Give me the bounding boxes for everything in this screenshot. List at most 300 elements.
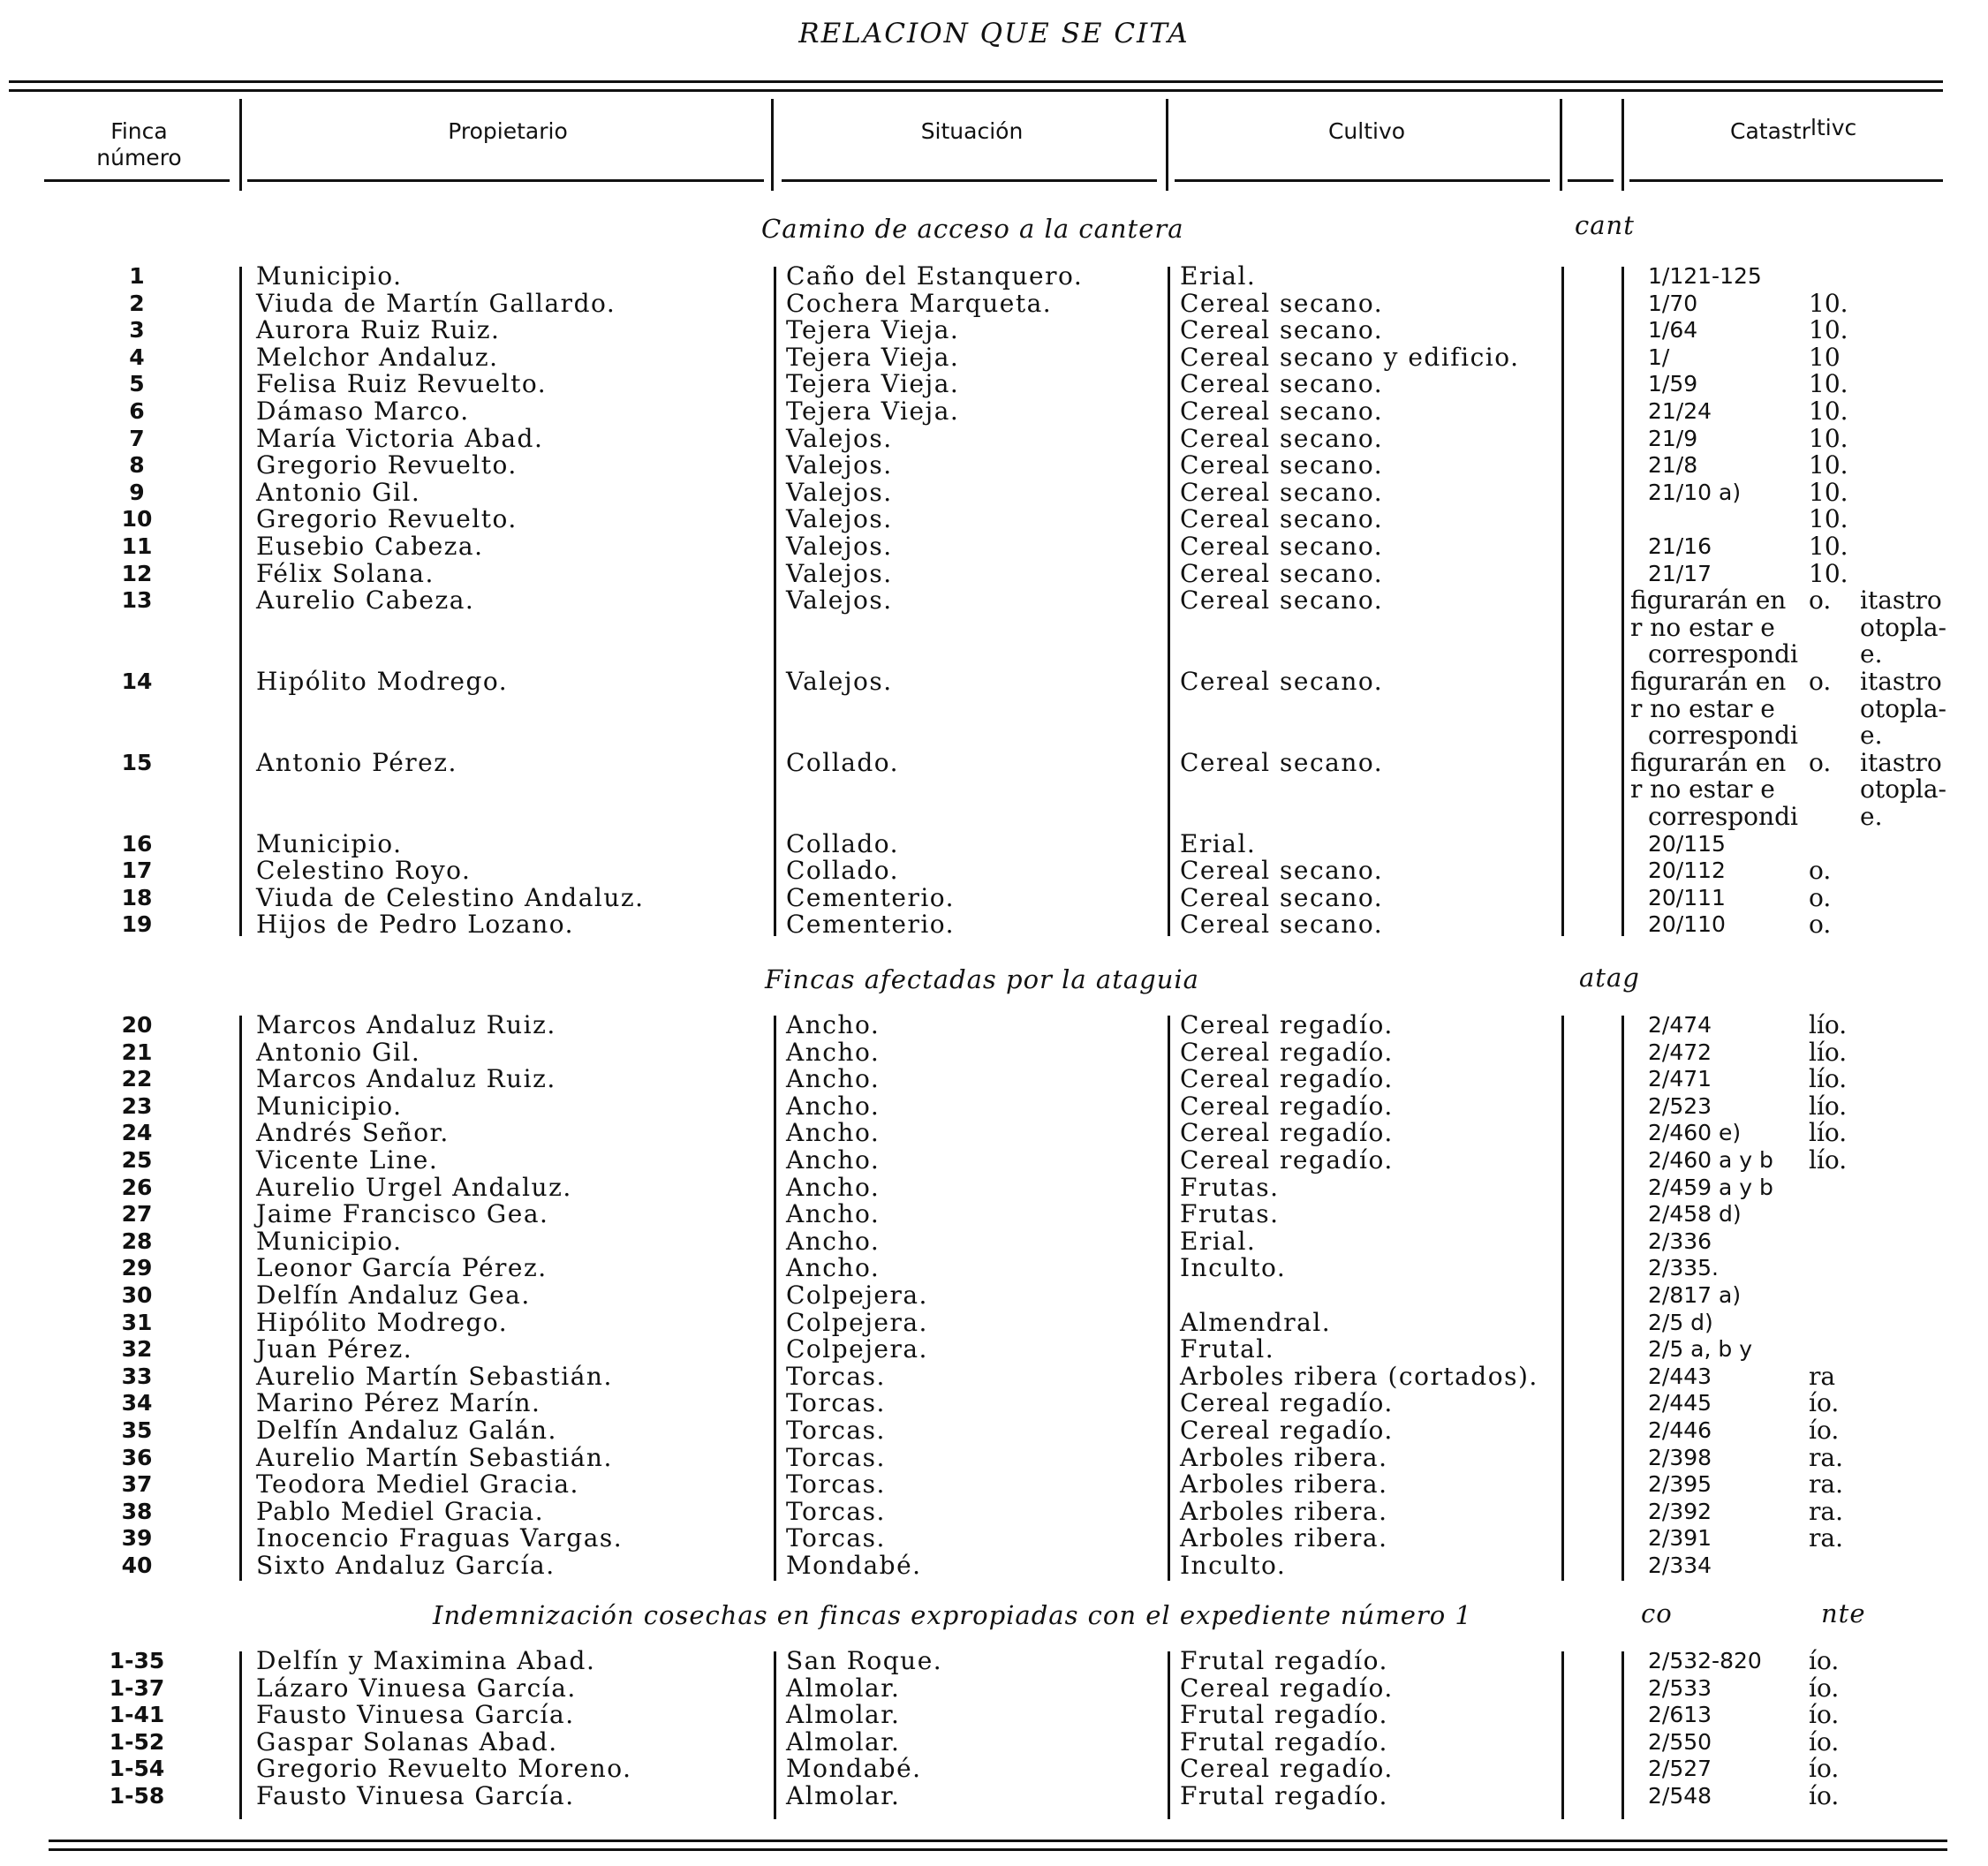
catastro-cell: 2/459 a y b bbox=[1648, 1174, 1773, 1200]
finca-number: 1-58 bbox=[109, 1783, 165, 1809]
situacion-cell: Valejos. bbox=[786, 450, 893, 480]
situacion-cell: Collado. bbox=[786, 747, 900, 777]
situacion-cell: Caño del Estanquero. bbox=[786, 261, 1084, 291]
page-title: RELACION QUE SE CITA bbox=[798, 18, 1190, 49]
situacion-cell: Torcas. bbox=[786, 1496, 886, 1526]
section-fragment-1: cant bbox=[1575, 210, 1635, 240]
propietario-cell: Andrés Señor. bbox=[256, 1118, 450, 1148]
header-rule-cat bbox=[1629, 179, 1943, 182]
cultivo-cell: Inculto. bbox=[1180, 1253, 1287, 1283]
situacion-cell: Collado. bbox=[786, 828, 900, 858]
cultivo-cell: Erial. bbox=[1180, 261, 1257, 291]
cultivo-cell: Arboles ribera (cortados). bbox=[1180, 1361, 1538, 1391]
situacion-cell: Mondabé. bbox=[786, 1551, 922, 1580]
cultivo-tail-fragment: ío. bbox=[1809, 1781, 1840, 1810]
situacion-cell: Almolar. bbox=[786, 1700, 901, 1730]
situacion-cell: Ancho. bbox=[786, 1145, 881, 1175]
cultivo-cell: Frutal. bbox=[1180, 1334, 1275, 1364]
propietario-cell: Marcos Andaluz Ruiz. bbox=[256, 1064, 556, 1094]
propietario-cell: Aurelio Cabeza. bbox=[256, 585, 475, 616]
cultivo-cell: Arboles ribera. bbox=[1180, 1469, 1388, 1500]
catastro-cell: 2/395 bbox=[1648, 1471, 1712, 1498]
finca-number: 17 bbox=[121, 857, 153, 884]
catastro-cell: r no estar e bbox=[1630, 774, 1775, 805]
catastro-cell: 1/ bbox=[1648, 344, 1670, 370]
finca-number: 1-54 bbox=[109, 1756, 165, 1782]
header-rule-finca bbox=[44, 179, 230, 182]
cultivo-cell: Frutas. bbox=[1180, 1199, 1280, 1229]
section-fragment-2: atag bbox=[1579, 963, 1640, 993]
cultivo-cell: Cereal regadío. bbox=[1180, 1091, 1394, 1121]
cultivo-cell: Frutal regadío. bbox=[1180, 1726, 1388, 1756]
cultivo-tail-fragment: ra bbox=[1809, 1361, 1836, 1391]
finca-number: 14 bbox=[121, 669, 153, 694]
finca-number: 10 bbox=[121, 506, 153, 533]
propietario-cell: Aurora Ruiz Ruiz. bbox=[256, 315, 501, 345]
cultivo-cell: Cereal regadío. bbox=[1180, 1145, 1394, 1175]
finca-number: 1-52 bbox=[109, 1728, 165, 1755]
catastro-cell: figurarán en bbox=[1630, 585, 1787, 616]
catastro-tail-fragment: e. bbox=[1860, 639, 1883, 669]
propietario-cell: Gregorio Revuelto Moreno. bbox=[256, 1754, 632, 1784]
cultivo-tail-fragment: 10. bbox=[1809, 315, 1848, 345]
cultivo-tail-fragment: lío. bbox=[1809, 1145, 1848, 1175]
cultivo-cell: Cereal secano. bbox=[1180, 585, 1384, 616]
cultivo-tail-fragment: lío. bbox=[1809, 1064, 1848, 1094]
cultivo-tail-fragment: o. bbox=[1809, 910, 1832, 940]
finca-number: 6 bbox=[129, 398, 145, 424]
situacion-cell: Colpejera. bbox=[786, 1307, 928, 1337]
catastro-cell: 2/5 a, b y bbox=[1648, 1336, 1753, 1363]
finca-number: 26 bbox=[121, 1174, 153, 1200]
situacion-cell: Torcas. bbox=[786, 1361, 886, 1391]
cultivo-cell: Cereal secano. bbox=[1180, 747, 1384, 777]
catastro-cell: 1/59 bbox=[1648, 371, 1698, 397]
body-divider-2c bbox=[774, 1651, 776, 1819]
catastro-tail-fragment: itastro bbox=[1860, 667, 1942, 696]
cultivo-tail-fragment: 10. bbox=[1809, 532, 1848, 561]
propietario-cell: Municipio. bbox=[256, 1226, 403, 1256]
header-divider-4 bbox=[1560, 99, 1562, 191]
body-divider-2b bbox=[774, 1016, 776, 1581]
header-divider-1 bbox=[239, 99, 242, 191]
cultivo-tail-fragment: 10. bbox=[1809, 477, 1848, 507]
finca-number: 13 bbox=[121, 587, 153, 614]
body-divider-4b bbox=[1561, 1016, 1564, 1581]
situacion-cell: Tejera Vieja. bbox=[786, 397, 960, 426]
cultivo-tail-fragment: ío. bbox=[1809, 1700, 1840, 1730]
body-divider-3c bbox=[1168, 1651, 1170, 1819]
catastro-cell: figurarán en bbox=[1630, 667, 1787, 696]
finca-number: 16 bbox=[121, 830, 153, 857]
catastro-tail-fragment: e. bbox=[1860, 802, 1883, 831]
body-divider-4c bbox=[1561, 1651, 1564, 1819]
situacion-cell: Ancho. bbox=[786, 1199, 881, 1229]
finca-number: 20 bbox=[121, 1012, 153, 1038]
propietario-cell: Fausto Vinuesa García. bbox=[256, 1700, 575, 1730]
propietario-cell: Gregorio Revuelto. bbox=[256, 504, 518, 534]
finca-number: 8 bbox=[129, 452, 145, 479]
cultivo-tail-fragment: ío. bbox=[1809, 1726, 1840, 1756]
situacion-cell: Valejos. bbox=[786, 477, 893, 507]
propietario-cell: Viuda de Celestino Andaluz. bbox=[256, 882, 645, 912]
cultivo-tail-fragment: o. bbox=[1809, 882, 1832, 912]
finca-number: 22 bbox=[121, 1066, 153, 1092]
cultivo-tail-fragment: ío. bbox=[1809, 1673, 1840, 1703]
finca-number: 5 bbox=[129, 371, 145, 397]
propietario-cell: Pablo Mediel Gracia. bbox=[256, 1496, 545, 1526]
propietario-cell: Delfín y Maximina Abad. bbox=[256, 1646, 596, 1675]
cultivo-cell: Erial. bbox=[1180, 828, 1257, 858]
catastro-cell: 20/115 bbox=[1648, 830, 1726, 857]
situacion-cell: Almolar. bbox=[786, 1673, 901, 1703]
cultivo-cell: Cereal secano. bbox=[1180, 450, 1384, 480]
catastro-cell: correspondi bbox=[1648, 802, 1798, 831]
situacion-cell: Torcas. bbox=[786, 1469, 886, 1500]
propietario-cell: Aurelio Urgel Andaluz. bbox=[256, 1172, 572, 1202]
situacion-cell: Collado. bbox=[786, 856, 900, 886]
catastro-cell: 2/5 d) bbox=[1648, 1309, 1713, 1335]
propietario-cell: Dámaso Marco. bbox=[256, 397, 470, 426]
propietario-cell: Juan Pérez. bbox=[256, 1334, 413, 1364]
catastro-tail-fragment: itastro bbox=[1860, 585, 1942, 616]
catastro-cell: correspondi bbox=[1648, 639, 1798, 669]
cultivo-cell: Arboles ribera. bbox=[1180, 1442, 1388, 1472]
section-fragment-3: co bbox=[1641, 1598, 1673, 1628]
cultivo-cell: Cereal secano. bbox=[1180, 882, 1384, 912]
header-rule-prop bbox=[247, 179, 764, 182]
finca-number: 34 bbox=[121, 1390, 153, 1416]
cultivo-cell: Cereal regadío. bbox=[1180, 1118, 1394, 1148]
finca-number: 32 bbox=[121, 1336, 153, 1363]
cultivo-cell: Cereal secano. bbox=[1180, 397, 1384, 426]
cultivo-cell: Cereal regadío. bbox=[1180, 1010, 1394, 1039]
propietario-cell: Gregorio Revuelto. bbox=[256, 450, 518, 480]
cultivo-tail-fragment: 10. bbox=[1809, 397, 1848, 426]
finca-number: 25 bbox=[121, 1147, 153, 1173]
catastro-cell: 2/548 bbox=[1648, 1783, 1712, 1809]
catastro-tail-fragment: otopla- bbox=[1860, 612, 1946, 642]
cultivo-tail-fragment: 10. bbox=[1809, 288, 1848, 318]
situacion-cell: Ancho. bbox=[786, 1091, 881, 1121]
cultivo-cell: Cereal secano. bbox=[1180, 315, 1384, 345]
cultivo-tail-fragment: lío. bbox=[1809, 1037, 1848, 1067]
cultivo-cell: Cereal regadío. bbox=[1180, 1416, 1394, 1445]
situacion-cell: Valejos. bbox=[786, 532, 893, 561]
finca-number: 24 bbox=[121, 1120, 153, 1146]
situacion-cell: Colpejera. bbox=[786, 1334, 928, 1364]
finca-number: 9 bbox=[129, 479, 145, 505]
finca-number: 30 bbox=[121, 1282, 153, 1308]
finca-number: 28 bbox=[121, 1228, 153, 1254]
situacion-cell: Torcas. bbox=[786, 1442, 886, 1472]
propietario-cell: Delfín Andaluz Gea. bbox=[256, 1281, 531, 1310]
cultivo-tail-fragment: 10. bbox=[1809, 423, 1848, 453]
section-title-3: Indemnización cosechas en fincas expropiadas con el expediente número 1 bbox=[433, 1600, 1472, 1630]
catastro-tail-fragment: otopla- bbox=[1860, 774, 1946, 805]
situacion-cell: Torcas. bbox=[786, 1388, 886, 1418]
cultivo-cell: Frutas. bbox=[1180, 1172, 1280, 1202]
situacion-cell: Colpejera. bbox=[786, 1281, 928, 1310]
propietario-cell: Aurelio Martín Sebastián. bbox=[256, 1442, 613, 1472]
finca-number: 39 bbox=[121, 1525, 153, 1552]
cultivo-tail-fragment: 10. bbox=[1809, 558, 1848, 588]
situacion-cell: Valejos. bbox=[786, 504, 893, 534]
finca-number: 21 bbox=[121, 1039, 153, 1065]
bottom-rule bbox=[49, 1840, 1947, 1842]
cultivo-tail-fragment: ra. bbox=[1809, 1469, 1843, 1500]
cultivo-tail-fragment: lío. bbox=[1809, 1118, 1848, 1148]
propietario-cell: Lázaro Vinuesa García. bbox=[256, 1673, 577, 1703]
catastro-tail-fragment: e. bbox=[1860, 721, 1883, 751]
section-fragment-3b: nte bbox=[1821, 1598, 1866, 1628]
catastro-cell: 2/445 bbox=[1648, 1390, 1712, 1416]
body-divider-3b bbox=[1168, 1016, 1170, 1581]
catastro-cell: 20/110 bbox=[1648, 911, 1726, 938]
finca-number: 31 bbox=[121, 1309, 153, 1335]
situacion-cell: Torcas. bbox=[786, 1416, 886, 1445]
finca-number: 40 bbox=[121, 1552, 153, 1578]
finca-number: 2 bbox=[129, 290, 145, 316]
situacion-cell: Valejos. bbox=[786, 585, 893, 616]
body-divider-3a bbox=[1168, 267, 1170, 936]
propietario-cell: Eusebio Cabeza. bbox=[256, 532, 484, 561]
finca-number: 27 bbox=[121, 1201, 153, 1228]
finca-number: 12 bbox=[121, 560, 153, 586]
propietario-cell: Antonio Gil. bbox=[256, 1037, 421, 1067]
propietario-cell: Hijos de Pedro Lozano. bbox=[256, 910, 574, 940]
situacion-cell: Cementerio. bbox=[786, 910, 956, 940]
cultivo-cell: Frutal regadío. bbox=[1180, 1700, 1388, 1730]
catastro-cell: 20/112 bbox=[1648, 857, 1726, 884]
situacion-cell: Cementerio. bbox=[786, 882, 956, 912]
catastro-cell: figurarán en bbox=[1630, 747, 1787, 777]
situacion-cell: Ancho. bbox=[786, 1172, 881, 1202]
catastro-cell: 2/474 bbox=[1648, 1012, 1712, 1038]
catastro-cell: 2/533 bbox=[1648, 1674, 1712, 1701]
finca-number: 7 bbox=[129, 425, 145, 451]
finca-number: 1-41 bbox=[109, 1702, 165, 1728]
body-divider-2a bbox=[774, 267, 776, 936]
propietario-cell: Municipio. bbox=[256, 261, 403, 291]
propietario-cell: Antonio Gil. bbox=[256, 477, 421, 507]
cultivo-tail-fragment: ra. bbox=[1809, 1523, 1843, 1553]
finca-number: 4 bbox=[129, 344, 145, 370]
situacion-cell: Ancho. bbox=[786, 1037, 881, 1067]
propietario-cell: Leonor García Pérez. bbox=[256, 1253, 548, 1283]
cultivo-tail-fragment: 10. bbox=[1809, 450, 1848, 480]
header-cultivo: Cultivo bbox=[1327, 118, 1406, 144]
header-rule-blank bbox=[1568, 179, 1614, 182]
cultivo-cell: Erial. bbox=[1180, 1226, 1257, 1256]
finca-number: 1-35 bbox=[109, 1648, 165, 1673]
cultivo-cell: Frutal regadío. bbox=[1180, 1646, 1388, 1675]
propietario-cell: Antonio Pérez. bbox=[256, 747, 457, 777]
header-finca: Finca número bbox=[96, 118, 182, 170]
cultivo-tail-fragment: o. bbox=[1809, 747, 1832, 777]
propietario-cell: Hipólito Modrego. bbox=[256, 667, 509, 696]
cultivo-cell: Cereal secano. bbox=[1180, 369, 1384, 399]
header-rule-cult bbox=[1175, 179, 1550, 182]
catastro-cell: 2/472 bbox=[1648, 1039, 1712, 1065]
cultivo-tail-fragment: lío. bbox=[1809, 1091, 1848, 1121]
cultivo-tail-fragment: ío. bbox=[1809, 1416, 1840, 1445]
cultivo-tail-fragment: o. bbox=[1809, 667, 1832, 696]
cultivo-tail-fragment: ío. bbox=[1809, 1646, 1840, 1675]
cultivo-tail-fragment: 10 bbox=[1809, 342, 1841, 372]
situacion-cell: Torcas. bbox=[786, 1523, 886, 1553]
body-divider-4a bbox=[1561, 267, 1564, 936]
cultivo-cell: Arboles ribera. bbox=[1180, 1523, 1388, 1553]
propietario-cell: Felisa Ruiz Revuelto. bbox=[256, 369, 548, 399]
catastro-cell: 21/8 bbox=[1648, 452, 1698, 479]
situacion-cell: Valejos. bbox=[786, 667, 893, 696]
cultivo-cell: Cereal secano. bbox=[1180, 667, 1384, 696]
header-divider-3 bbox=[1166, 99, 1168, 191]
catastro-cell: 1/64 bbox=[1648, 317, 1698, 344]
propietario-cell: Celestino Royo. bbox=[256, 856, 472, 886]
catastro-cell: 1/121-125 bbox=[1648, 263, 1762, 289]
finca-number: 3 bbox=[129, 317, 145, 344]
cultivo-cell: Almendral. bbox=[1180, 1307, 1332, 1337]
finca-number: 1 bbox=[129, 263, 145, 289]
finca-number: 36 bbox=[121, 1444, 153, 1470]
finca-number: 33 bbox=[121, 1363, 153, 1389]
catastro-cell: 2/523 bbox=[1648, 1092, 1712, 1119]
catastro-cell: r no estar e bbox=[1630, 612, 1775, 642]
finca-number: 18 bbox=[121, 884, 153, 910]
propietario-cell: Delfín Andaluz Galán. bbox=[256, 1416, 557, 1445]
propietario-cell: Melchor Andaluz. bbox=[256, 342, 499, 372]
finca-number: 11 bbox=[121, 533, 153, 559]
catastro-cell: 2/391 bbox=[1648, 1525, 1712, 1552]
cultivo-cell: Cereal regadío. bbox=[1180, 1388, 1394, 1418]
propietario-cell: María Victoria Abad. bbox=[256, 423, 544, 453]
situacion-cell: San Roque. bbox=[786, 1646, 943, 1675]
cultivo-cell: Cereal secano. bbox=[1180, 477, 1384, 507]
situacion-cell: Cochera Marqueta. bbox=[786, 288, 1053, 318]
situacion-cell: Ancho. bbox=[786, 1226, 881, 1256]
body-divider-5b bbox=[1621, 1016, 1624, 1581]
body-divider-1c bbox=[239, 1651, 242, 1819]
catastro-cell: correspondi bbox=[1648, 721, 1798, 751]
cultivo-tail-fragment: o. bbox=[1809, 856, 1832, 886]
propietario-cell: Inocencio Fraguas Vargas. bbox=[256, 1523, 624, 1553]
body-divider-1b bbox=[239, 1016, 242, 1581]
header-propietario: Propietario bbox=[448, 118, 568, 144]
finca-number: 1-37 bbox=[109, 1674, 165, 1701]
catastro-cell: 2/398 bbox=[1648, 1444, 1712, 1470]
header-rule-sit bbox=[782, 179, 1157, 182]
cultivo-cell: Arboles ribera. bbox=[1180, 1496, 1388, 1526]
propietario-cell: Marcos Andaluz Ruiz. bbox=[256, 1010, 556, 1039]
catastro-cell: 2/471 bbox=[1648, 1066, 1712, 1092]
catastro-cell: 21/16 bbox=[1648, 533, 1712, 559]
propietario-cell: Vicente Line. bbox=[256, 1145, 439, 1175]
cultivo-cell: Cereal secano y edificio. bbox=[1180, 342, 1520, 372]
catastro-cell: 2/460 a y b bbox=[1648, 1147, 1773, 1173]
cultivo-tail-fragment: ío. bbox=[1809, 1388, 1840, 1418]
cultivo-cell: Cereal regadío. bbox=[1180, 1064, 1394, 1094]
situacion-cell: Almolar. bbox=[786, 1726, 901, 1756]
cultivo-cell: Inculto. bbox=[1180, 1551, 1287, 1580]
propietario-cell: Marino Pérez Marín. bbox=[256, 1388, 541, 1418]
cultivo-cell: Frutal regadío. bbox=[1180, 1781, 1388, 1810]
top-rule-2 bbox=[9, 89, 1943, 92]
catastro-cell: 2/334 bbox=[1648, 1552, 1712, 1578]
catastro-cell: 2/458 d) bbox=[1648, 1201, 1742, 1228]
finca-number: 29 bbox=[121, 1255, 153, 1281]
catastro-cell: 2/613 bbox=[1648, 1702, 1712, 1728]
finca-number: 23 bbox=[121, 1092, 153, 1119]
catastro-cell: 21/24 bbox=[1648, 398, 1712, 424]
situacion-cell: Ancho. bbox=[786, 1118, 881, 1148]
catastro-cell: 2/335. bbox=[1648, 1255, 1719, 1281]
cultivo-tail-fragment: ra. bbox=[1809, 1442, 1843, 1472]
catastro-cell: 2/336 bbox=[1648, 1228, 1712, 1254]
header-divider-5 bbox=[1621, 99, 1624, 191]
catastro-cell: 21/9 bbox=[1648, 425, 1698, 451]
cultivo-cell: Cereal secano. bbox=[1180, 288, 1384, 318]
catastro-tail-fragment: itastro bbox=[1860, 747, 1942, 777]
cultivo-tail-fragment: ra. bbox=[1809, 1496, 1843, 1526]
propietario-cell: Teodora Mediel Gracia. bbox=[256, 1469, 579, 1500]
cultivo-tail-fragment: 10. bbox=[1809, 504, 1848, 534]
situacion-cell: Tejera Vieja. bbox=[786, 315, 960, 345]
catastro-cell: 2/527 bbox=[1648, 1756, 1712, 1782]
header-situacion: Situación bbox=[920, 118, 1024, 144]
propietario-cell: Gaspar Solanas Abad. bbox=[256, 1726, 558, 1756]
finca-number: 15 bbox=[121, 749, 153, 775]
situacion-cell: Ancho. bbox=[786, 1064, 881, 1094]
situacion-cell: Almolar. bbox=[786, 1781, 901, 1810]
situacion-cell: Ancho. bbox=[786, 1010, 881, 1039]
cultivo-cell: Cereal regadío. bbox=[1180, 1037, 1394, 1067]
body-divider-5c bbox=[1621, 1651, 1624, 1819]
situacion-cell: Mondabé. bbox=[786, 1754, 922, 1784]
finca-number: 38 bbox=[121, 1498, 153, 1524]
cultivo-cell: Cereal secano. bbox=[1180, 910, 1384, 940]
propietario-cell: Municipio. bbox=[256, 1091, 403, 1121]
situacion-cell: Tejera Vieja. bbox=[786, 369, 960, 399]
cultivo-tail-fragment: 10. bbox=[1809, 369, 1848, 399]
cultivo-cell: Cereal secano. bbox=[1180, 558, 1384, 588]
cultivo-cell: Cereal secano. bbox=[1180, 423, 1384, 453]
cultivo-tail-fragment: lío. bbox=[1809, 1010, 1848, 1039]
cultivo-cell: Cereal secano. bbox=[1180, 532, 1384, 561]
cultivo-tail-fragment: o. bbox=[1809, 585, 1832, 616]
propietario-cell: Aurelio Martín Sebastián. bbox=[256, 1361, 613, 1391]
top-rule bbox=[9, 80, 1943, 83]
cultivo-cell: Cereal regadío. bbox=[1180, 1754, 1394, 1784]
cultivo-tail-fragment: ío. bbox=[1809, 1754, 1840, 1784]
cultivo-cell: Cereal secano. bbox=[1180, 856, 1384, 886]
body-divider-5a bbox=[1621, 267, 1624, 936]
catastro-cell: 2/550 bbox=[1648, 1728, 1712, 1755]
catastro-cell: 21/17 bbox=[1648, 560, 1712, 586]
situacion-cell: Tejera Vieja. bbox=[786, 342, 960, 372]
catastro-tail-fragment: otopla- bbox=[1860, 693, 1946, 723]
propietario-cell: Félix Solana. bbox=[256, 558, 435, 588]
header-catastro: Catastr bbox=[1729, 118, 1810, 144]
propietario-cell: Viuda de Martín Gallardo. bbox=[256, 288, 616, 318]
finca-number: 19 bbox=[121, 911, 153, 938]
situacion-cell: Valejos. bbox=[786, 558, 893, 588]
catastro-cell: 2/446 bbox=[1648, 1417, 1712, 1443]
situacion-cell: Valejos. bbox=[786, 423, 893, 453]
catastro-cell: 2/532-820 bbox=[1648, 1648, 1762, 1673]
cultivo-cell: Cereal secano. bbox=[1180, 504, 1384, 534]
